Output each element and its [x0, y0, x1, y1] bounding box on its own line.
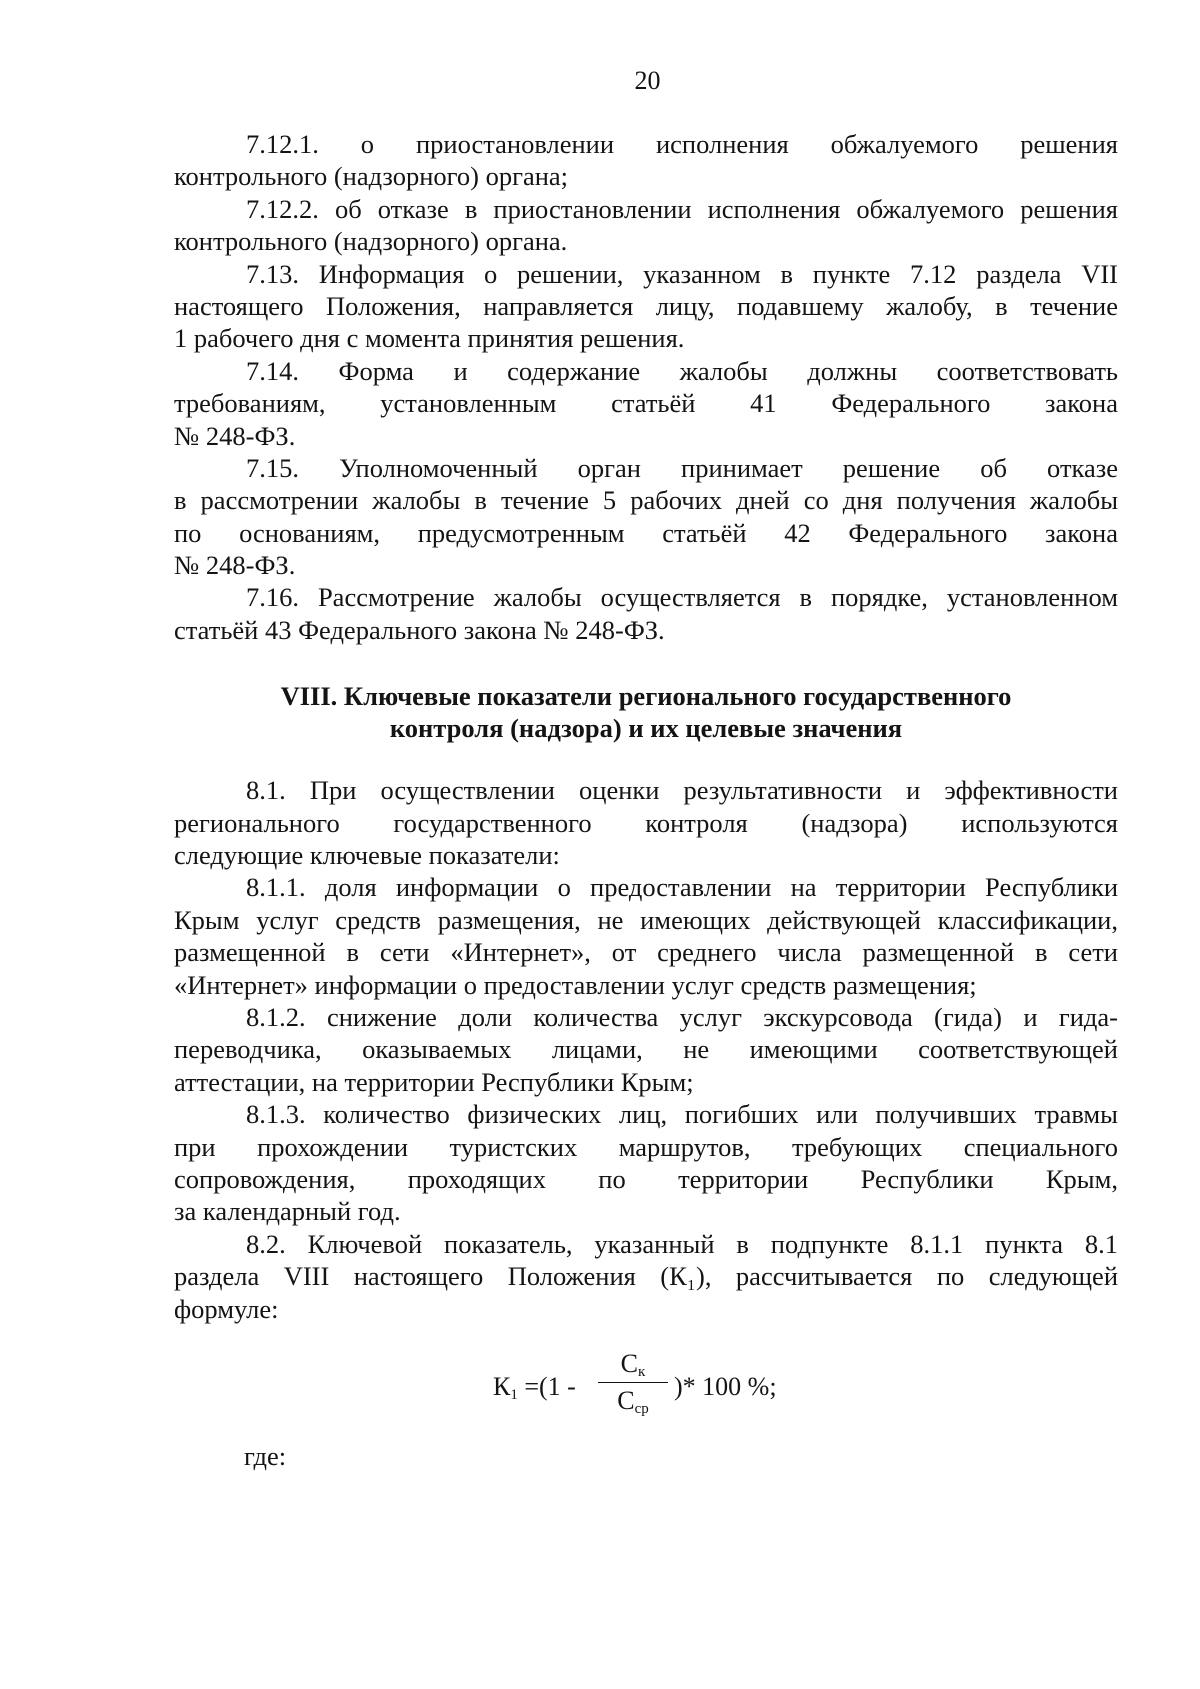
- formula-numerator: [598, 1349, 668, 1379]
- paragraph-8-1-2: [174, 1001, 1118, 1098]
- text-line: 7.12.2. об отказе в приостановлении исполнения обжалуемого решения: [246, 193, 1118, 224]
- text-line: 7.12.1. о приостановлении исполнения обжалуемого решения: [246, 129, 1118, 159]
- text-line: размещенной в сети «Интернет», от среднего числа размещенной в сети: [174, 937, 1118, 968]
- text-line: следующие ключевые показатели:: [174, 840, 560, 871]
- formula-k-subscript: 1: [510, 1386, 518, 1403]
- formula-denominator-base: С: [617, 1385, 635, 1415]
- formula-k-symbol: К: [493, 1371, 511, 1401]
- text-line: 8.1.3. количество физических лиц, погибших или получивших травмы: [246, 1099, 1118, 1130]
- text-line: «Интернет» информации о предоставлении услуг средств размещения;: [174, 969, 977, 1000]
- text-line: 8.1.2. снижение доли количества услуг экскурсовода (гида) и гида-: [246, 1001, 1118, 1032]
- paragraph-8-1-3: [174, 1098, 1118, 1228]
- formula-fraction: [598, 1349, 668, 1416]
- formula-numerator-subscript: к: [638, 1363, 646, 1380]
- text-line: 8.1.1. доля информации о предоставлении на территории Республики: [246, 872, 1118, 903]
- text-line: в рассмотрении жалобы в течение 5 рабочих дней со дня получения жалобы: [174, 485, 1118, 516]
- where-label: где:: [244, 1441, 287, 1471]
- text-line: переводчика, оказываемых лицами, не имеющими соответствующей: [174, 1034, 1118, 1065]
- paragraph-8-1: [174, 774, 1118, 871]
- paragraph-7-14: [174, 355, 1118, 452]
- text-line: 8.1. При осуществлении оценки результативности и эффективности: [246, 775, 1118, 806]
- text-line: регионального государственного контроля (надзора) используются: [174, 807, 1118, 838]
- text-line: контрольного (надзорного) органа;: [174, 161, 569, 192]
- text-line: № 248-ФЗ.: [174, 420, 296, 451]
- text-line: настоящего Положения, направляется лицу, подавшему жалобу, в течение: [174, 290, 1118, 321]
- text-line: по основаниям, предусмотренным статьёй 42 Федерального закона: [174, 517, 1118, 548]
- section-heading-line: контроля (надзора) и их целевые значения: [389, 713, 903, 744]
- text-line: контрольного (надзорного) органа.: [174, 226, 568, 257]
- paragraph-7-13: [174, 258, 1118, 355]
- text-line: аттестации, на территории Республики Крым;: [174, 1066, 694, 1097]
- fraction-bar: [598, 1382, 668, 1383]
- page-number: 20: [634, 66, 661, 95]
- text-line: 7.13. Информация о решении, указанном в пункте 7.12 раздела VII: [246, 258, 1118, 289]
- text-line: 8.2. Ключевой показатель, указанный в подпункте 8.1.1 пункта 8.1: [246, 1228, 1118, 1259]
- text-line: 1 рабочего дня с момента принятия решения.: [174, 323, 685, 354]
- text-line: статьёй 43 Федерального закона № 248-ФЗ.: [174, 614, 665, 645]
- text-line: № 248-ФЗ.: [174, 550, 296, 581]
- paragraph-7-15: [174, 452, 1118, 582]
- paragraph-7-12-1: [174, 128, 1118, 193]
- formula-numerator-base: С: [620, 1348, 639, 1378]
- formula-rhs: )* 100 %;: [674, 1371, 777, 1401]
- paragraph-7-12-2: [174, 193, 1118, 258]
- text-line: 7.16. Рассмотрение жалобы осуществляется в порядке, установленном: [246, 582, 1118, 613]
- paragraph-8-1-1: [174, 871, 1118, 1001]
- paragraph-8-2: [174, 1228, 1118, 1325]
- text-line: раздела VIII настоящего Положения (К₁), рассчитывается по следующей: [174, 1261, 1118, 1292]
- section-heading-line: VIII. Ключевые показатели регионального государственного: [280, 681, 1012, 712]
- text-line: за календарный год.: [174, 1196, 401, 1227]
- text-line: при прохождении туристских маршрутов, требующих специального: [174, 1131, 1118, 1162]
- text-line: 7.15. Уполномоченный орган принимает решение об отказе: [246, 452, 1118, 483]
- document-body: [174, 128, 1118, 1439]
- text-line: формуле:: [174, 1293, 279, 1324]
- formula-k1: [174, 1349, 1118, 1439]
- section-heading: [174, 680, 1118, 744]
- formula-denominator: [598, 1386, 668, 1416]
- text-line: Крым услуг средств размещения, не имеющих действующей классификации,: [174, 904, 1118, 935]
- text-line: 7.14. Форма и содержание жалобы должны соответствовать: [246, 355, 1118, 386]
- text-line: требованиям, установленным статьёй 41 Федерального закона: [174, 388, 1118, 419]
- text-line: сопровождения, проходящих по территории Республики Крым,: [174, 1163, 1118, 1194]
- paragraph-7-16: [174, 581, 1118, 646]
- formula-lhs-rest: =(1 -: [517, 1371, 576, 1401]
- formula-denominator-subscript: ср: [634, 1400, 649, 1417]
- formula-lhs: [493, 1371, 576, 1403]
